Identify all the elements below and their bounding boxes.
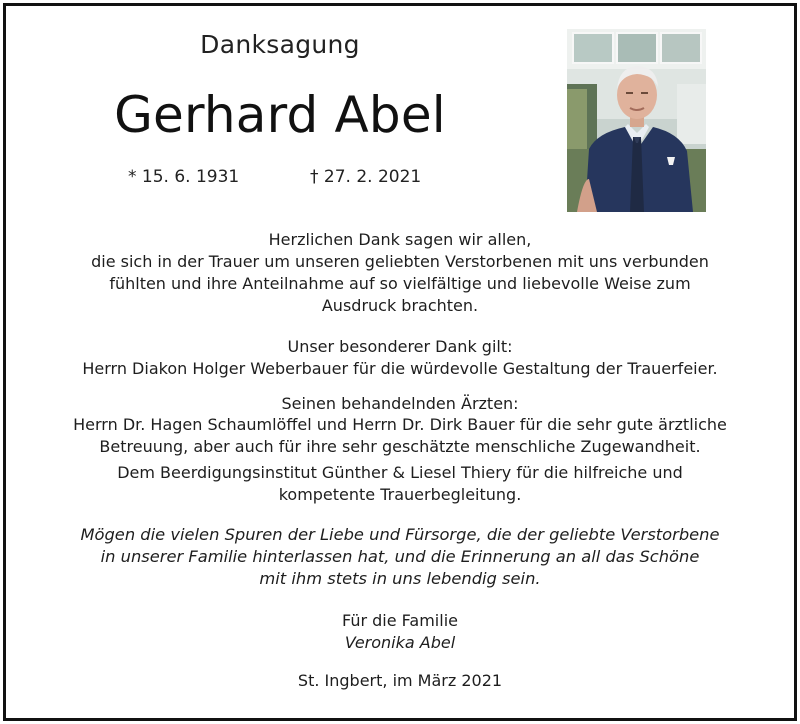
- thanks-line: Herzlichen Dank sagen wir allen,: [268, 230, 532, 249]
- doctors-heading: Seinen behandelnden Ärzten:: [281, 394, 519, 413]
- quote-line: Mögen die vielen Spuren der Liebe und Fürsorge, die der geliebte Verstorbene: [80, 525, 720, 544]
- doctors-line: Herrn Dr. Hagen Schaumlöffel und Herrn Dr. Dirk Bauer für die sehr gute ärztliche: [73, 415, 727, 434]
- quote-line: in unserer Familie hinterlassen hat, und die Erinnerung an all das Schöne: [100, 547, 700, 566]
- portrait-photo: [567, 29, 706, 212]
- memorial-quote: [20, 524, 780, 590]
- place-and-date: St. Ingbert, im März 2021: [297, 671, 503, 690]
- doctors-line: Betreuung, aber auch für ihre sehr geschätzte menschliche Zugewandheit.: [99, 437, 701, 456]
- thanks-line: fühlten und ihre Anteilnahme auf so vielfältige und liebevolle Weise zum: [109, 274, 691, 293]
- thanks-paragraph: [20, 229, 780, 317]
- thanks-line: Ausdruck brachten.: [321, 296, 479, 315]
- doctors-paragraph: [20, 414, 780, 458]
- birth-date: * 15. 6. 1931: [128, 167, 240, 187]
- death-date: † 27. 2. 2021: [310, 167, 422, 187]
- family-signature: Veronika Abel: [344, 633, 456, 652]
- thanks-line: die sich in der Trauer um unseren geliebten Verstorbenen mit uns verbunden: [91, 252, 709, 271]
- special-thanks-paragraph: [20, 336, 780, 380]
- family-label: Für die Familie: [342, 611, 458, 630]
- funeral-home-paragraph: [20, 462, 780, 506]
- special-thanks-line: Herrn Diakon Holger Weberbauer für die würdevolle Gestaltung der Trauerfeier.: [82, 359, 718, 378]
- special-thanks-line: Unser besonderer Dank gilt:: [287, 337, 513, 356]
- notice-subtitle: Danksagung: [200, 30, 360, 59]
- deceased-name: Gerhard Abel: [114, 86, 446, 144]
- funeral-home-line: kompetente Trauerbegleitung.: [278, 485, 522, 504]
- quote-line: mit ihm stets in uns lebendig sein.: [259, 569, 541, 588]
- funeral-home-line: Dem Beerdigungsinstitut Günther & Liesel Thiery für die hilfreiche und: [117, 463, 683, 482]
